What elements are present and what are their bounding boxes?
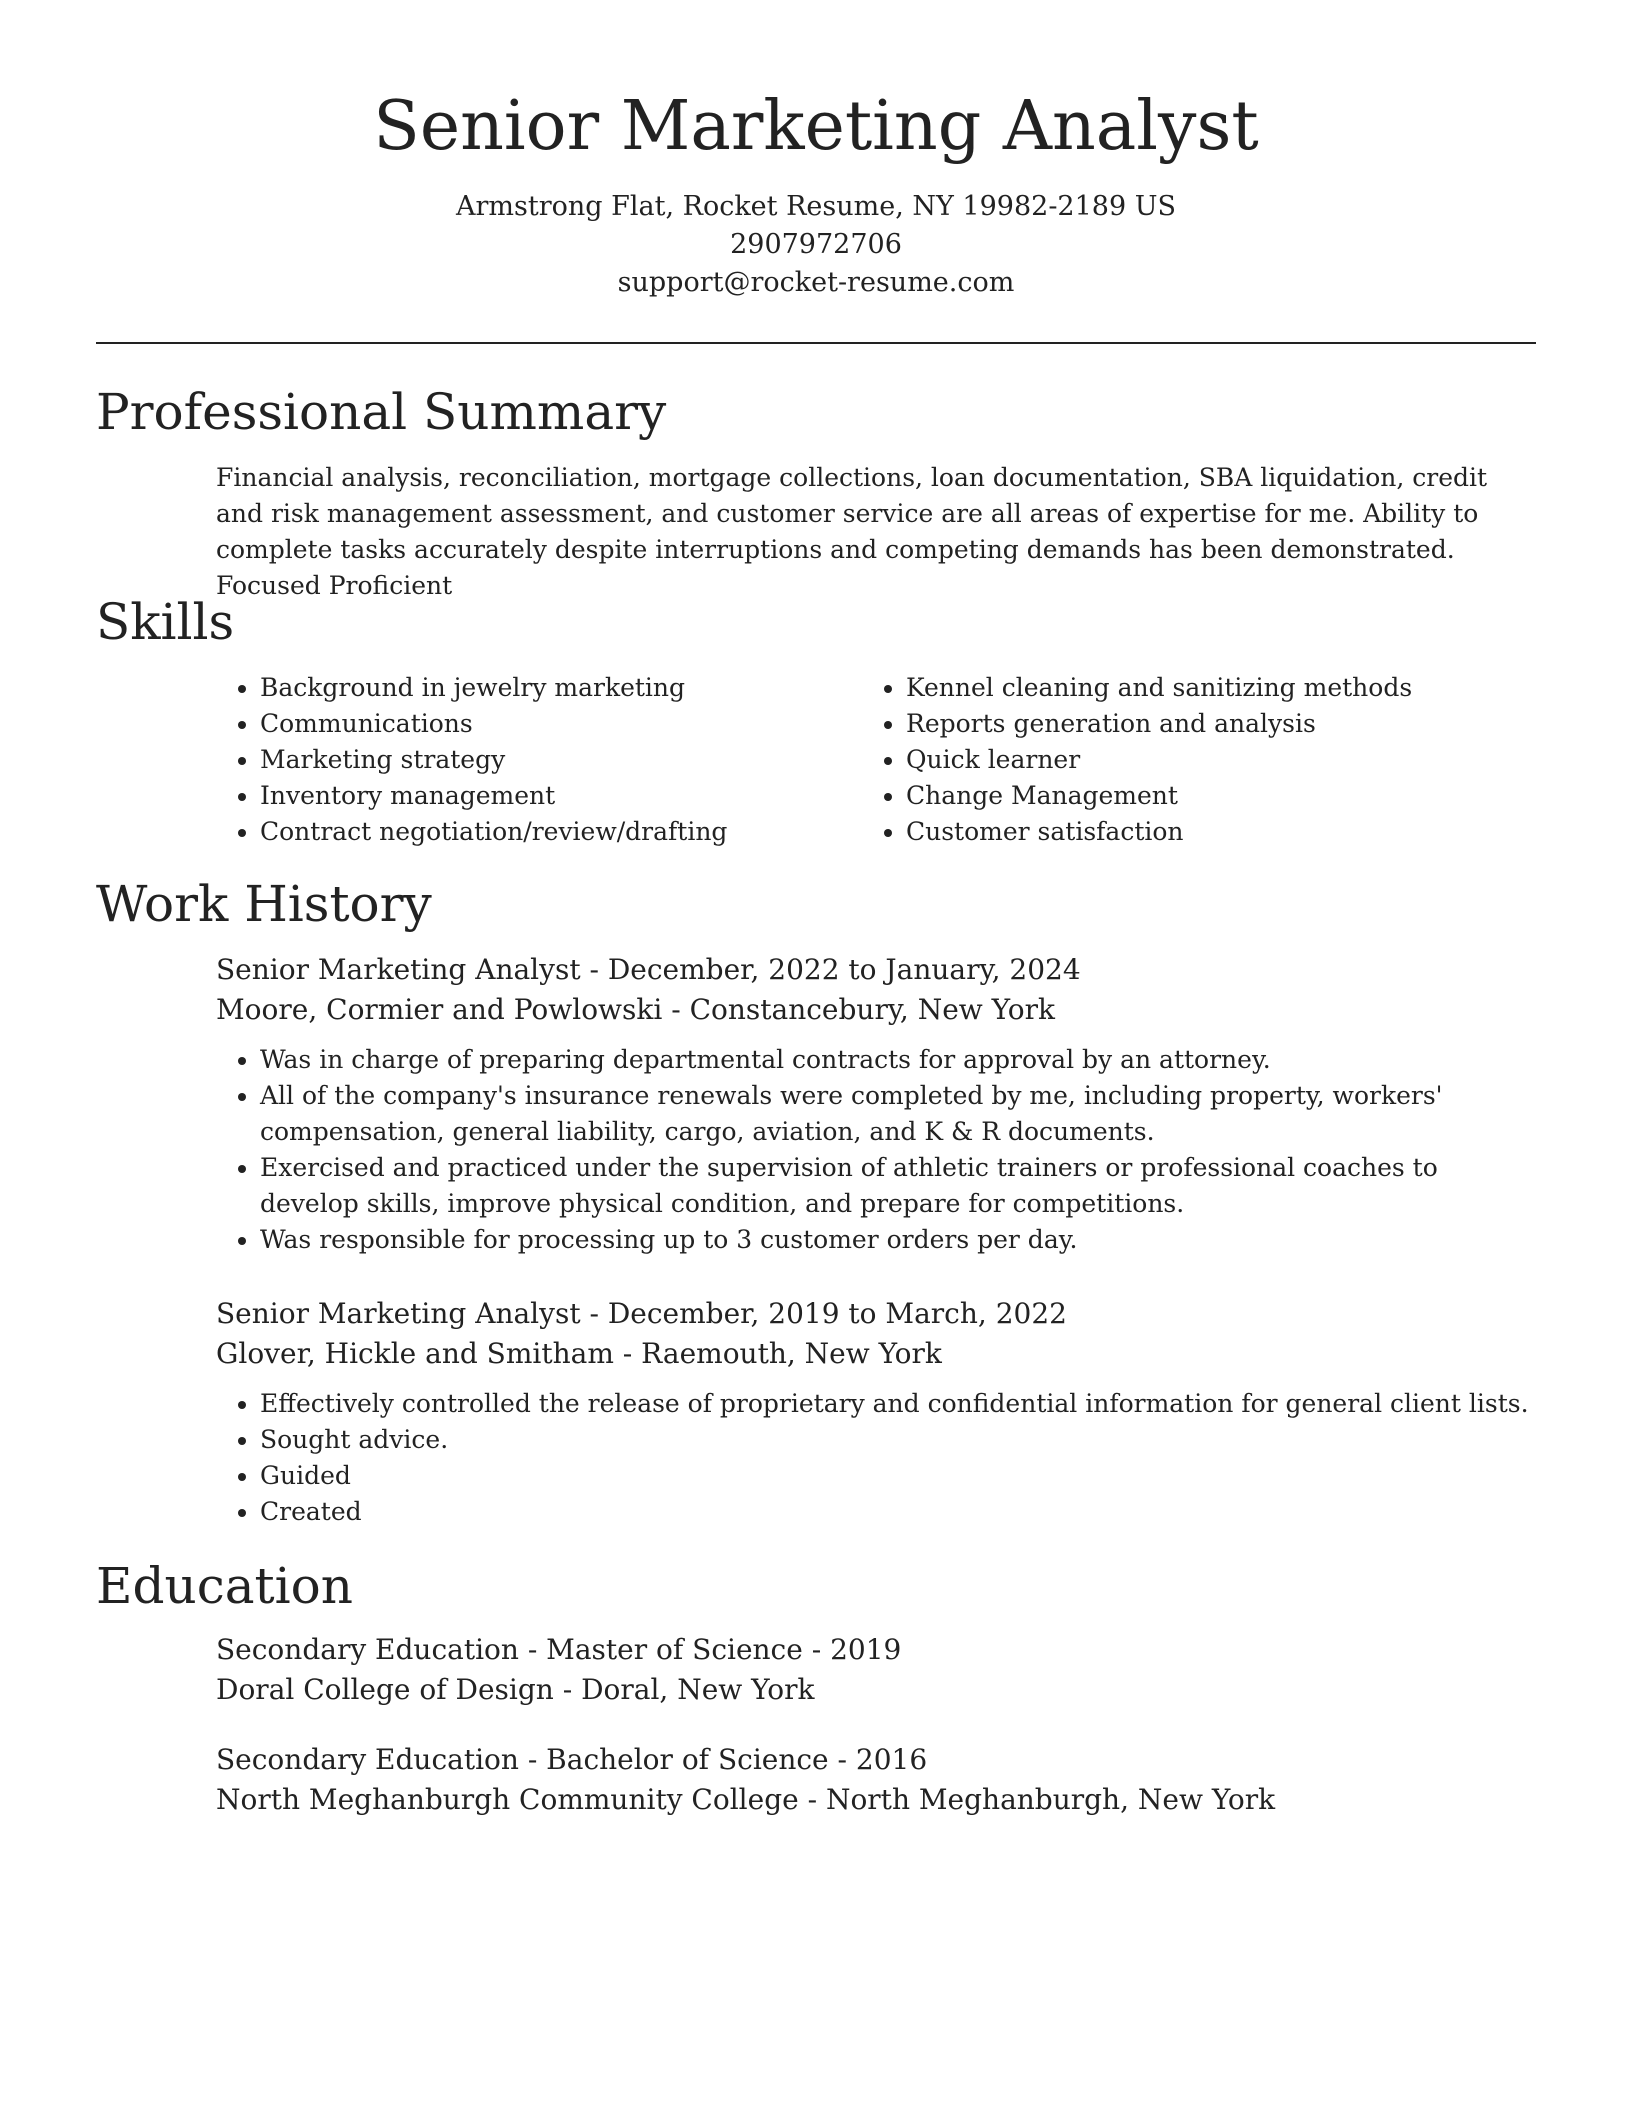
job-entry [216,1294,1536,1530]
skill-item: • Marketing strategy [260,742,836,778]
header-divider [96,342,1536,344]
contact-phone: 2907972706 [730,229,902,260]
section-title-skills: Skills [96,593,235,651]
education-degree-line: Secondary Education - Bachelor of Science - 2016 [216,1743,928,1776]
job-title-line: Senior Marketing Analyst - December, 2019 to March, 2022 [216,1297,1067,1330]
education-entry [216,1740,1536,1820]
skill-item: • Background in jewelry marketing [260,670,836,706]
skills-column-right [862,670,1482,850]
contact-address: Armstrong Flat, Rocket Resume, NY 19982-2189 US [456,191,1176,222]
resume-header [0,0,1632,302]
resume-name: Senior Marketing Analyst [373,87,1259,166]
contact-email: support@rocket-resume.com [617,267,1015,298]
skill-item: • Customer satisfaction [906,814,1482,850]
section-title-education: Education [96,1557,353,1615]
summary-block [216,460,1536,604]
job-bullet: • Guided [260,1458,1536,1494]
job-title-line: Senior Marketing Analyst - December, 2022 to January, 2024 [216,953,1081,986]
job-bullet: • Created [260,1494,1536,1530]
skill-item: • Change Management [906,778,1482,814]
education-school-line: North Meghanburgh Community College - North Meghanburgh, New York [216,1783,1276,1816]
job-bullet: • Was responsible for processing up to 3 customer orders per day. [260,1222,1536,1258]
job-bullets [216,1042,1536,1258]
job-company-line: Moore, Cormier and Powlowski - Constancebury, New York [216,993,1055,1026]
skill-item: • Contract negotiation/review/drafting [260,814,836,850]
skill-item: • Quick learner [906,742,1482,778]
education-entry [216,1630,1536,1710]
skills-list-left [216,670,836,850]
job-bullet: • Exercised and practiced under the supervision of athletic trainers or professional coaches to develop skills, improve physical condition, and prepare for competitions. [260,1150,1536,1222]
skill-item: • Kennel cleaning and sanitizing methods [906,670,1482,706]
education-school-line: Doral College of Design - Doral, New York [216,1673,815,1706]
job-company-line: Glover, Hickle and Smitham - Raemouth, New York [216,1337,942,1370]
job-entry [216,950,1536,1258]
skill-item: • Communications [260,706,836,742]
section-title-summary: Professional Summary [96,383,667,441]
skill-item: • Inventory management [260,778,836,814]
skills-column-left [216,670,836,850]
job-bullets [216,1386,1536,1530]
job-bullet: • Sought advice. [260,1422,1536,1458]
job-bullet: • Was in charge of preparing departmental contracts for approval by an attorney. [260,1042,1536,1078]
education-degree-line: Secondary Education - Master of Science - 2019 [216,1633,902,1666]
summary-text: Financial analysis, reconciliation, mortgage collections, loan documentation, SBA liquidation, credit and risk management assessment, and customer service are all areas of expertise for me. Ability to complete tasks accurately despite interruptions and competing demands has been demonstrated. Focused Proficient [216,463,1488,600]
skill-item: • Reports generation and analysis [906,706,1482,742]
job-bullet: • All of the company's insurance renewals were completed by me, including property, workers' compensation, general liability, cargo, aviation, and K & R documents. [260,1078,1536,1150]
skills-list-right [862,670,1482,850]
section-title-work-history: Work History [96,875,432,933]
job-bullet: • Effectively controlled the release of proprietary and confidential information for general client lists. [260,1386,1536,1422]
